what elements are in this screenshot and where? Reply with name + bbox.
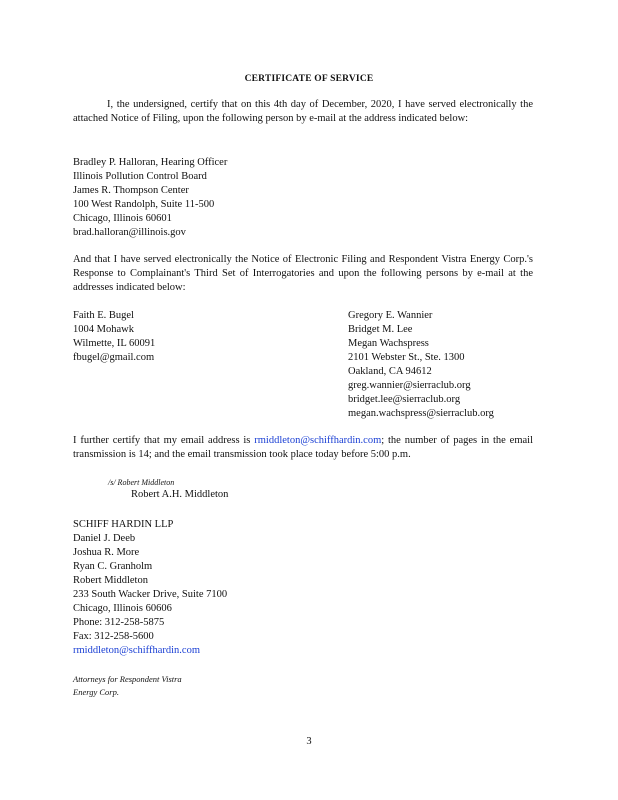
left-contact-street: 1004 Mohawk bbox=[73, 324, 134, 335]
attorneys-for-line-1: Attorneys for Respondent Vistra bbox=[73, 674, 182, 684]
hearing-officer-address bbox=[73, 156, 227, 240]
right-contact-name-1: Gregory E. Wannier bbox=[348, 310, 433, 321]
certification-text-start: I further certify that my email address is bbox=[73, 435, 255, 446]
right-contact-city: Oakland, CA 94612 bbox=[348, 366, 432, 377]
firm-email-link[interactable]: rmiddleton@schiffhardin.com bbox=[73, 645, 200, 656]
right-contact-email-2: bridget.lee@sierraclub.org bbox=[348, 394, 461, 405]
electronic-signature: /s/ Robert Middleton bbox=[108, 478, 175, 487]
certification-paragraph bbox=[73, 434, 533, 462]
right-contact-name-3: Megan Wachspress bbox=[348, 338, 429, 349]
right-contact-address bbox=[348, 309, 494, 421]
attorneys-for-line-2: Energy Corp. bbox=[73, 687, 119, 697]
firm-street: 233 South Wacker Drive, Suite 7100 bbox=[73, 589, 228, 600]
firm-signature-block bbox=[73, 518, 227, 658]
officer-email: brad.halloran@illinois.gov bbox=[73, 227, 186, 238]
service-paragraph-1: I, the undersigned, certify that on this 4th day of December, 2020, I have served electronically the attached Notice of Filing, upon the following person by e-mail at the address indicated below: bbox=[73, 99, 533, 124]
officer-building: James R. Thompson Center bbox=[73, 185, 189, 196]
left-contact-email: fbugel@gmail.com bbox=[73, 352, 155, 363]
certifier-email-link[interactable]: rmiddleton@schiffhardin.com bbox=[254, 435, 382, 446]
officer-board: Illinois Pollution Control Board bbox=[73, 171, 207, 182]
firm-name: SCHIFF HARDIN LLP bbox=[73, 519, 174, 530]
attorney-2: Joshua R. More bbox=[73, 547, 140, 558]
signer-name: Robert A.H. Middleton bbox=[131, 489, 229, 500]
firm-fax: Fax: 312-258-5600 bbox=[73, 631, 154, 642]
officer-city: Chicago, Illinois 60601 bbox=[73, 213, 172, 224]
left-contact-address bbox=[73, 309, 155, 365]
certification-text-end: ; the number of pages in the email transmission is 14; and the email transmission took place today before 5:00 p.m. bbox=[73, 435, 533, 460]
officer-name: Bradley P. Halloran, Hearing Officer bbox=[73, 157, 228, 168]
left-contact-name: Faith E. Bugel bbox=[73, 310, 134, 321]
right-contact-email-1: greg.wannier@sierraclub.org bbox=[348, 380, 471, 391]
attorney-3: Ryan C. Granholm bbox=[73, 561, 153, 572]
page-number: 3 bbox=[306, 736, 312, 747]
firm-phone: Phone: 312-258-5875 bbox=[73, 617, 165, 628]
firm-city: Chicago, Illinois 60606 bbox=[73, 603, 172, 614]
left-contact-city: Wilmette, IL 60091 bbox=[73, 338, 156, 349]
officer-street: 100 West Randolph, Suite 11-500 bbox=[73, 199, 215, 210]
right-contact-name-2: Bridget M. Lee bbox=[348, 324, 413, 335]
document-title: CERTIFICATE OF SERVICE bbox=[244, 74, 374, 84]
service-paragraph-2: And that I have served electronically the Notice of Electronic Filing and Respondent Vistra Energy Corp.'s Response to Complainant's Third Set of Interrogatories and upon the following persons by e-mail at the addresses indicated below: bbox=[73, 254, 533, 293]
right-contact-email-3: megan.wachspress@sierraclub.org bbox=[348, 408, 494, 419]
attorneys-for-line bbox=[73, 673, 182, 699]
attorney-4: Robert Middleton bbox=[73, 575, 148, 586]
right-contact-street: 2101 Webster St., Ste. 1300 bbox=[348, 352, 465, 363]
attorney-1: Daniel J. Deeb bbox=[73, 533, 136, 544]
